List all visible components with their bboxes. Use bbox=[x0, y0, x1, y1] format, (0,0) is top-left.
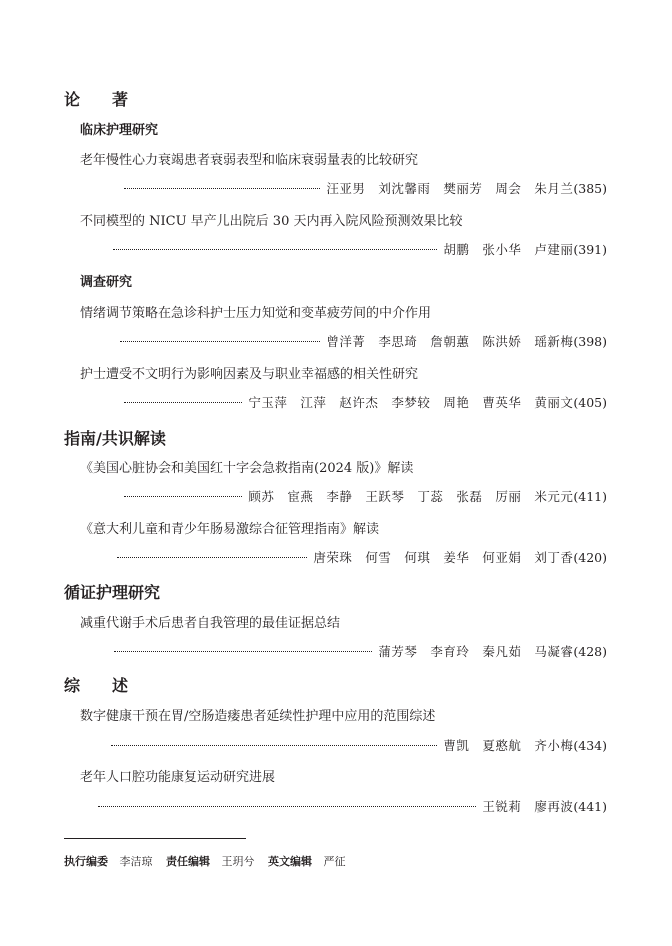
leader-dots bbox=[120, 341, 320, 342]
article-title[interactable]: 护士遭受不文明行为影响因素及与职业幸福感的相关性研究 bbox=[80, 367, 419, 382]
article-authors: 顾苏 宦燕 李静 王跃琴 丁蕊 张磊 厉丽 米元元 bbox=[248, 489, 574, 504]
article-title[interactable]: 不同模型的 NICU 早产儿出院后 30 天内再入院风险预测效果比较 bbox=[80, 214, 463, 229]
article-title[interactable]: 数字健康干预在胃/空肠造瘘患者延续性护理中应用的范围综述 bbox=[80, 709, 436, 724]
exec-editor-name: 李洁琼 bbox=[119, 855, 153, 868]
article-page[interactable]: (420) bbox=[573, 550, 607, 565]
section-heading-evidence: 循证护理研究 bbox=[64, 583, 161, 602]
article-authors: 汪亚男 刘沈馨雨 樊丽芳 周会 朱月兰 bbox=[326, 181, 574, 196]
en-editor-label: 英文编辑 bbox=[268, 855, 312, 868]
section-heading-lunzhu: 论 著 bbox=[64, 90, 129, 109]
article-byline bbox=[120, 332, 607, 350]
article-byline bbox=[124, 487, 607, 505]
editor-credits bbox=[64, 853, 356, 869]
article-title[interactable]: 老年人口腔功能康复运动研究进展 bbox=[80, 770, 276, 785]
section-heading-guidelines: 指南/共识解读 bbox=[64, 429, 166, 448]
leader-dots bbox=[117, 557, 307, 558]
article-byline bbox=[113, 240, 607, 258]
article-authors: 曾洋菁 李思琦 詹朝蕙 陈洪娇 瑶新梅 bbox=[326, 334, 574, 349]
article-title[interactable]: 减重代谢手术后患者自我管理的最佳证据总结 bbox=[80, 616, 341, 631]
article-page[interactable]: (441) bbox=[573, 799, 607, 814]
article-authors: 胡鹏 张小华 卢建丽 bbox=[443, 242, 574, 257]
exec-editor-label: 执行编委 bbox=[64, 855, 108, 868]
article-title[interactable]: 情绪调节策略在急诊科护士压力知觉和变革疲劳间的中介作用 bbox=[80, 306, 432, 321]
leader-dots bbox=[113, 249, 437, 250]
leader-dots bbox=[98, 806, 476, 807]
article-page[interactable]: (434) bbox=[573, 738, 607, 753]
article-page[interactable]: (398) bbox=[573, 334, 607, 349]
en-editor-name: 严征 bbox=[323, 855, 346, 868]
leader-dots bbox=[124, 496, 242, 497]
resp-editor-name: 王玥兮 bbox=[221, 855, 255, 868]
article-byline bbox=[117, 548, 607, 566]
article-byline bbox=[98, 797, 607, 815]
article-byline bbox=[124, 393, 607, 411]
article-authors: 唐荣珠 何雪 何琪 姜华 何亚娟 刘丁香 bbox=[313, 550, 574, 565]
subsection-survey: 调查研究 bbox=[80, 275, 133, 290]
article-byline bbox=[124, 179, 607, 197]
leader-dots bbox=[111, 745, 437, 746]
resp-editor-label: 责任编辑 bbox=[166, 855, 210, 868]
section-heading-review: 综 述 bbox=[64, 676, 129, 695]
article-page[interactable]: (385) bbox=[573, 181, 607, 196]
article-title[interactable]: 《意大利儿童和青少年肠易激综合征管理指南》解读 bbox=[80, 522, 380, 537]
article-title[interactable]: 老年慢性心力衰竭患者衰弱表型和临床衰弱量表的比较研究 bbox=[80, 153, 419, 168]
article-authors: 宁玉萍 江萍 赵许杰 李梦较 周艳 曹英华 黄丽文 bbox=[248, 395, 574, 410]
article-byline bbox=[114, 642, 607, 660]
article-byline bbox=[111, 736, 607, 754]
article-authors: 王锐莉 廖再波 bbox=[482, 799, 574, 814]
article-authors: 蒲芳琴 李育玲 秦凡茹 马凝睿 bbox=[378, 644, 574, 659]
article-page[interactable]: (428) bbox=[573, 644, 607, 659]
article-page[interactable]: (411) bbox=[573, 489, 607, 504]
leader-dots bbox=[124, 402, 242, 403]
leader-dots bbox=[114, 651, 372, 652]
article-page[interactable]: (391) bbox=[573, 242, 607, 257]
article-authors: 曹凯 夏憨航 齐小梅 bbox=[443, 738, 574, 753]
subsection-clinical-nursing: 临床护理研究 bbox=[80, 123, 159, 138]
footer-rule bbox=[64, 838, 246, 839]
article-title[interactable]: 《美国心脏协会和美国红十字会急救指南(2024 版)》解读 bbox=[80, 461, 414, 476]
article-page[interactable]: (405) bbox=[573, 395, 607, 410]
leader-dots bbox=[124, 188, 320, 189]
